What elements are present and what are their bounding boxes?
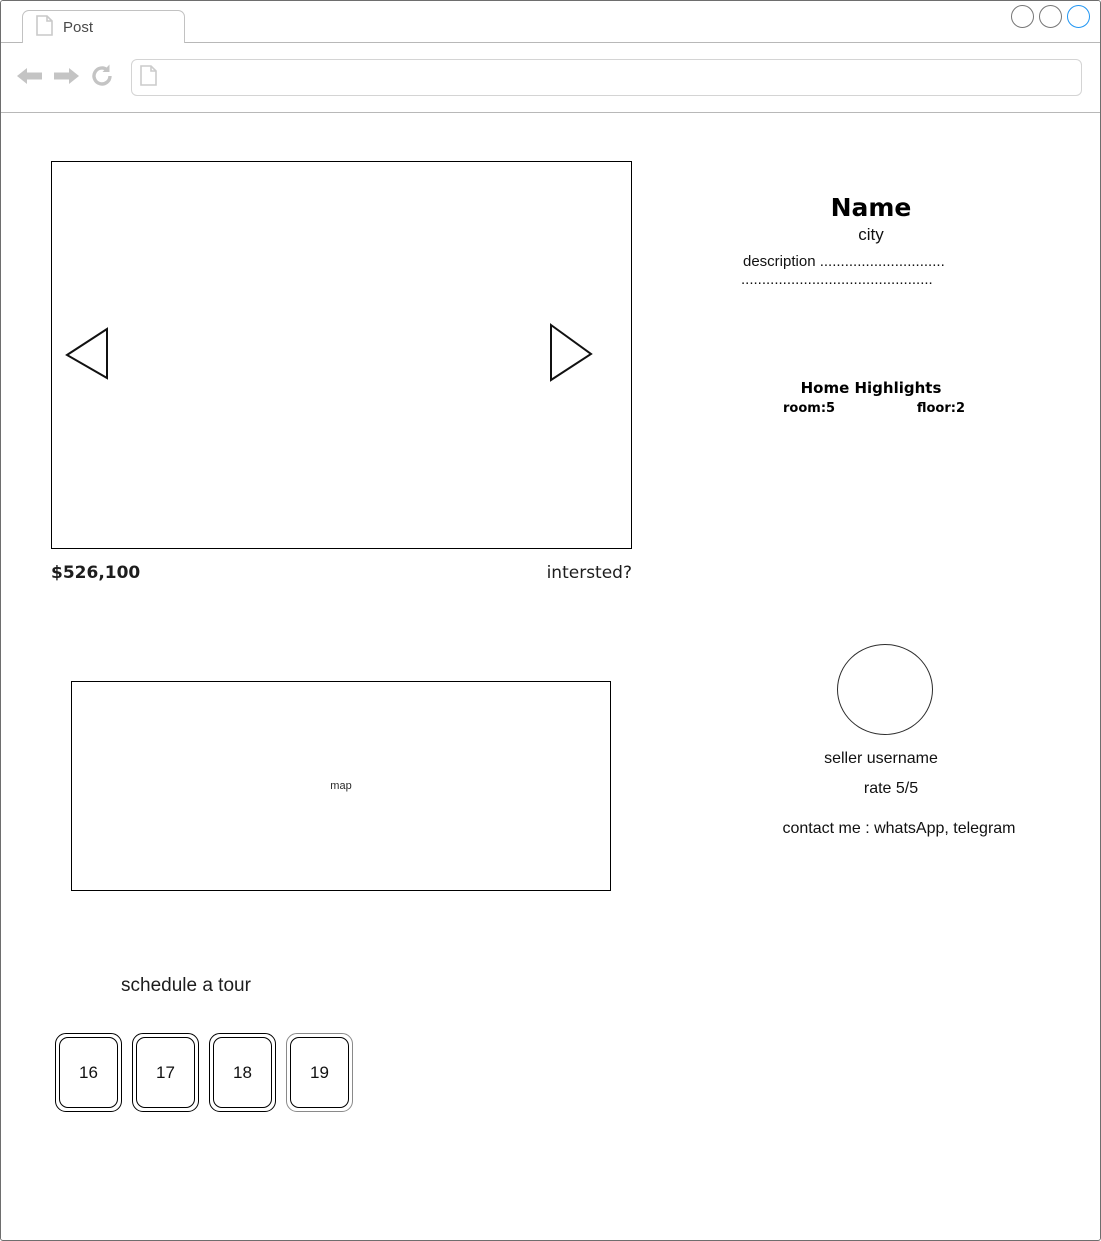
window-controls bbox=[1011, 5, 1090, 28]
minimize-button[interactable] bbox=[1011, 5, 1034, 28]
listing-city: city bbox=[858, 225, 884, 244]
highlight-rooms: room:5 bbox=[783, 401, 836, 416]
date-button-16[interactable]: 16 bbox=[55, 1033, 122, 1112]
map-label: map bbox=[330, 780, 352, 792]
page-icon bbox=[140, 65, 157, 90]
tab-label: Post bbox=[63, 19, 94, 36]
date-button-18[interactable]: 18 bbox=[209, 1033, 276, 1112]
date-button-19[interactable]: 19 bbox=[286, 1033, 353, 1112]
schedule-title: schedule a tour bbox=[121, 975, 251, 996]
date-button-17[interactable]: 17 bbox=[132, 1033, 199, 1112]
tab-post[interactable] bbox=[22, 10, 185, 44]
page-icon bbox=[36, 15, 53, 40]
home-highlights-row bbox=[783, 401, 965, 416]
image-carousel bbox=[51, 161, 632, 549]
reload-button[interactable] bbox=[87, 63, 117, 93]
seller-username: seller username bbox=[824, 750, 938, 767]
map-box[interactable] bbox=[71, 681, 611, 891]
close-button[interactable] bbox=[1067, 5, 1090, 28]
avatar bbox=[837, 644, 933, 735]
listing-description: description .............................. bbox=[743, 253, 945, 270]
schedule-date-row bbox=[55, 1033, 353, 1112]
back-arrow-icon bbox=[16, 65, 44, 91]
address-input[interactable] bbox=[165, 70, 1073, 86]
carousel-prev-button[interactable] bbox=[62, 325, 112, 385]
listing-price: $526,100 bbox=[51, 563, 141, 583]
page-content bbox=[1, 113, 1100, 1239]
carousel-next-button[interactable] bbox=[546, 322, 596, 388]
listing-description-line2: .............................................. bbox=[741, 271, 933, 288]
back-button[interactable] bbox=[15, 63, 45, 93]
seller-contact: contact me : whatsApp, telegram bbox=[782, 820, 1016, 837]
highlight-floors: floor:2 bbox=[916, 401, 965, 416]
triangle-right-icon bbox=[546, 369, 596, 388]
price-row bbox=[51, 563, 632, 583]
reload-icon bbox=[89, 63, 115, 93]
triangle-left-icon bbox=[62, 366, 112, 385]
interested-link[interactable]: intersted? bbox=[546, 563, 632, 583]
home-highlights-title: Home Highlights bbox=[800, 379, 942, 397]
listing-name: Name bbox=[830, 193, 912, 222]
forward-arrow-icon bbox=[52, 65, 80, 91]
tab-strip bbox=[1, 1, 1100, 43]
forward-button[interactable] bbox=[51, 63, 81, 93]
address-bar[interactable] bbox=[131, 59, 1082, 96]
maximize-button[interactable] bbox=[1039, 5, 1062, 28]
seller-rating: rate 5/5 bbox=[863, 780, 919, 797]
browser-toolbar bbox=[1, 43, 1100, 113]
